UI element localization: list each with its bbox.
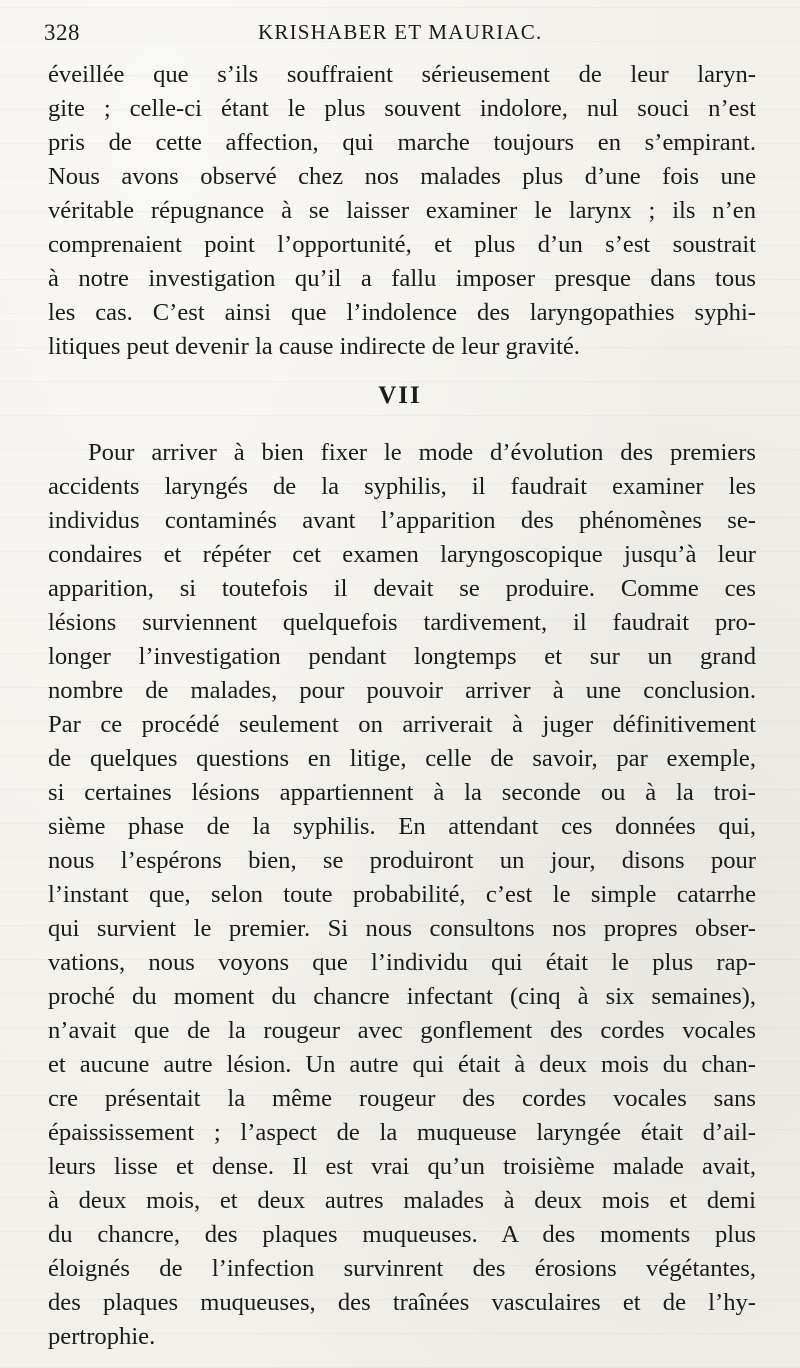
text-line: lésions surviennent quelquefois tardivement, il faudrait pro-	[48, 609, 756, 636]
text-line: épaississement ; l’aspect de la muqueuse laryngée était d’ail-	[48, 1119, 756, 1146]
text-line: Pour arriver à bien fixer le mode d’évolution des premiers	[88, 439, 756, 466]
text-line: leurs lisse et dense. Il est vrai qu’un troisième malade avait,	[48, 1153, 756, 1180]
text-line: nombre de malades, pour pouvoir arriver à une conclusion.	[48, 677, 756, 704]
text-line: à deux mois, et deux autres malades à deux mois et demi	[48, 1187, 756, 1214]
text-line: apparition, si toutefois il devait se produire. Comme ces	[48, 575, 756, 602]
text-line: de quelques questions en litige, celle de savoir, par exemple,	[48, 745, 756, 772]
text-line: n’avait que de la rougeur avec gonflement des cordes vocales	[48, 1017, 756, 1044]
paragraph-2	[48, 436, 756, 1354]
text-line: éveillée que s’ils souffraient sérieusement de leur laryn-	[48, 61, 756, 88]
paragraph-1	[48, 58, 756, 364]
text-line: vations, nous voyons que l’individu qui était le plus rap-	[48, 949, 756, 976]
text-line: pris de cette affection, qui marche toujours en s’empirant.	[48, 129, 756, 156]
section-heading: VII	[378, 382, 422, 409]
text-line: nous l’espérons bien, se produiront un jour, disons pour	[48, 847, 756, 874]
text-line: longer l’investigation pendant longtemps et sur un grand	[48, 643, 756, 670]
page-header	[44, 20, 760, 50]
text-line: des plaques muqueuses, des traînées vasculaires et de l’hy-	[48, 1289, 756, 1316]
text-line: proché du moment du chancre infectant (cinq à six semaines),	[48, 983, 756, 1010]
text-line: Par ce procédé seulement on arriverait à juger définitivement	[48, 711, 756, 738]
text-line: l’instant que, selon toute probabilité, c’est le simple catarrhe	[48, 881, 756, 908]
text-line: qui survient le premier. Si nous consultons nos propres obser-	[48, 915, 756, 942]
text-line: accidents laryngés de la syphilis, il faudrait examiner les	[48, 473, 756, 500]
text-line: pertrophie.	[48, 1323, 156, 1350]
text-line: à notre investigation qu’il a fallu imposer presque dans tous	[48, 265, 756, 292]
text-line: véritable répugnance à se laisser examiner le larynx ; ils n’en	[48, 197, 756, 224]
text-line: sième phase de la syphilis. En attendant ces données qui,	[48, 813, 756, 840]
text-line: les cas. C’est ainsi que l’indolence des laryngopathies syphi-	[48, 299, 756, 326]
running-head: KRISHABER ET MAURIAC.	[258, 20, 543, 44]
text-line: si certaines lésions appartiennent à la seconde ou à la troi-	[48, 779, 756, 806]
text-line: individus contaminés avant l’apparition des phénomènes se-	[48, 507, 756, 534]
text-line: litiques peut devenir la cause indirecte de leur gravité.	[48, 333, 580, 360]
text-line: gite ; celle-ci étant le plus souvent indolore, nul souci n’est	[48, 95, 756, 122]
text-line: Nous avons observé chez nos malades plus d’une fois une	[48, 163, 756, 190]
text-line: du chancre, des plaques muqueuses. A des moments plus	[48, 1221, 756, 1248]
text-line: et aucune autre lésion. Un autre qui était à deux mois du chan-	[48, 1051, 756, 1078]
page-number: 328	[44, 20, 80, 45]
text-line: comprenaient point l’opportunité, et plus d’un s’est soustrait	[48, 231, 756, 258]
text-line: condaires et répéter cet examen laryngoscopique jusqu’à leur	[48, 541, 756, 568]
text-line: cre présentait la même rougeur des cordes vocales sans	[48, 1085, 756, 1112]
text-line: éloignés de l’infection survinrent des érosions végétantes,	[48, 1255, 756, 1282]
